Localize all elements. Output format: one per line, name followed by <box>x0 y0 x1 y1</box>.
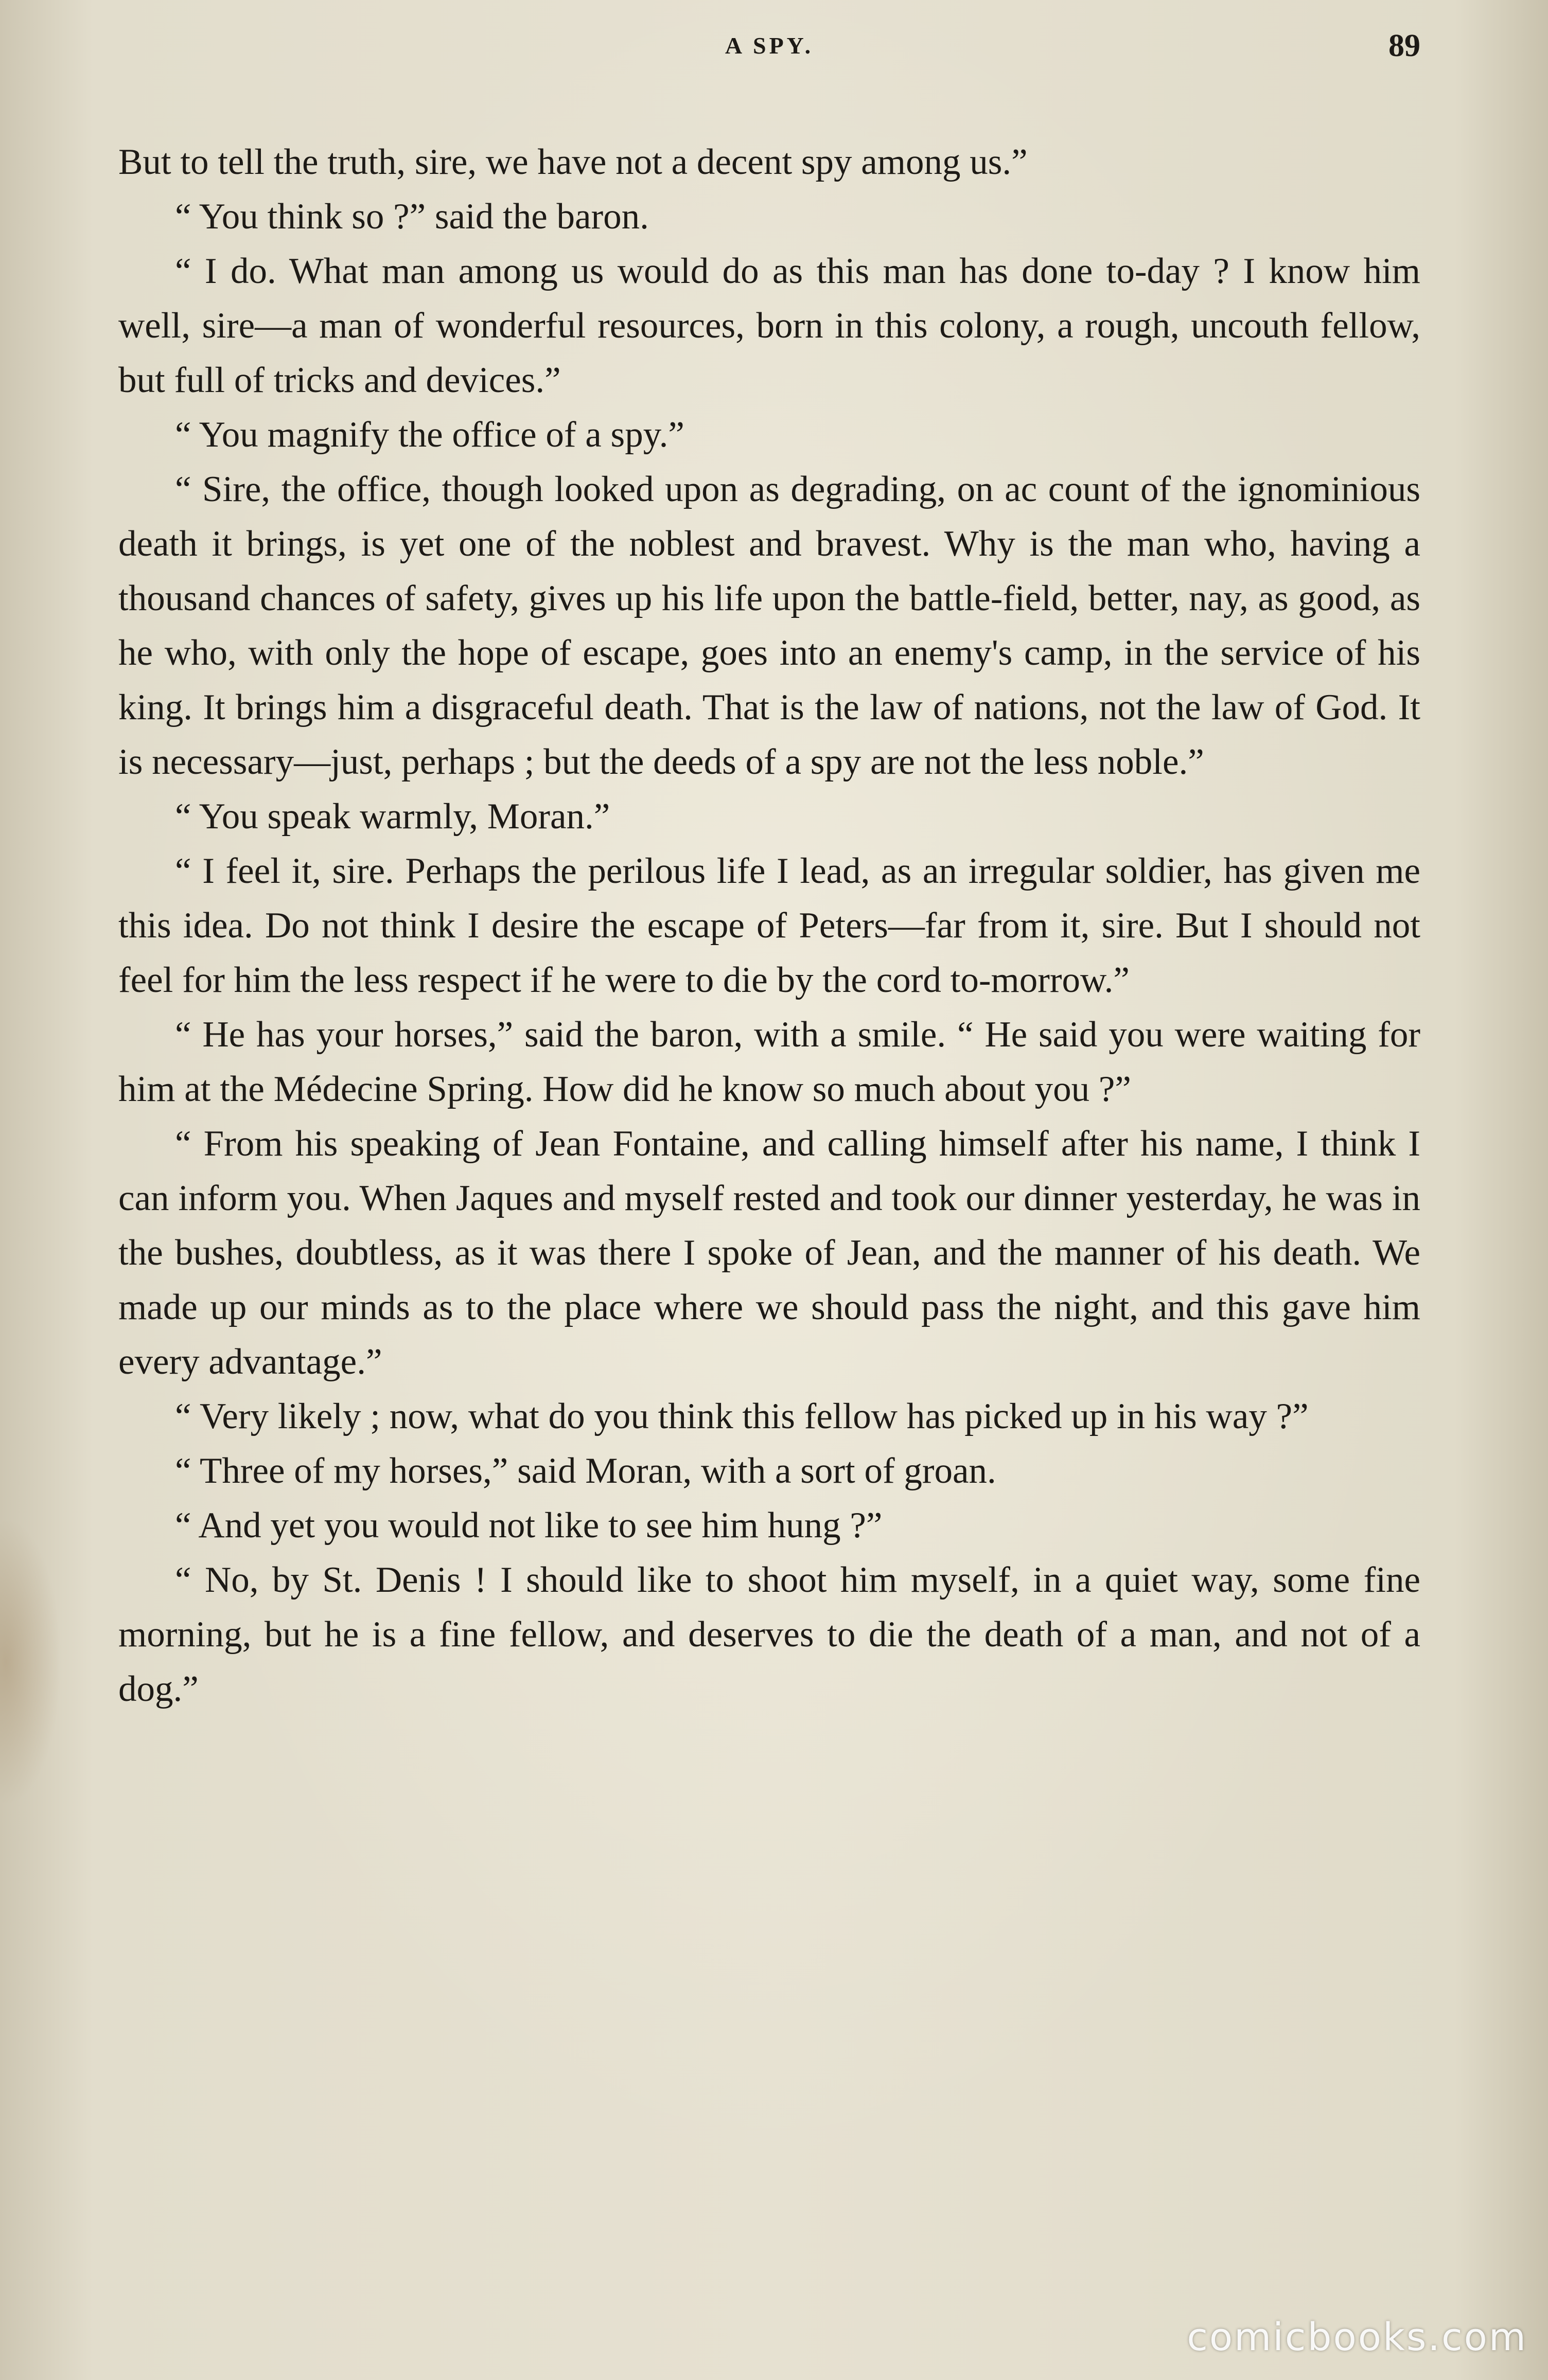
paragraph: “ From his speaking of Jean Fontaine, and calling himself after his name, I think I can inform you. When Jaques and myself rested and took our dinner yesterday, he was in the bushes, doubtless, as it was there I spoke of Jean, and the manner of his death. We made up our minds as to the place where we should pass the night, and this gave him every advantage.” <box>118 1124 1420 1382</box>
paragraph: “ Very likely ; now, what do you think this fellow has picked up in his way ?” <box>175 1396 1309 1436</box>
paragraph: “ You magnify the office of a spy.” <box>175 415 684 455</box>
paragraph: But to tell the truth, sire, we have not a decent spy among us.” <box>118 142 1028 182</box>
page-number: 89 <box>1388 28 1420 63</box>
paragraph: “ No, by St. Denis ! I should like to shoot him myself, in a quiet way, some fine morning, but he is a fine fellow, and deserves to die the death of a man, and not of a dog.” <box>118 1560 1420 1709</box>
paragraph: “ He has your horses,” said the baron, with a smile. “ He said you were waiting for him at the Médecine Spring. How did he know so much about you ?” <box>118 1015 1420 1109</box>
paragraph: “ Three of my horses,” said Moran, with a sort of groan. <box>175 1451 996 1491</box>
paragraph: “ Sire, the office, though looked upon as degrading, on ac count of the ignominious death it brings, is yet one of the noblest and bravest. Why is the man who, having a thousand chances of safety, gives up his life upon the battle-field, better, nay, as good, as he who, with only the hope of escape, goes into an enemy's camp, in the service of his king. It brings him a disgraceful death. That is the law of nations, not the law of God. It is necessary—just, perhaps ; but the deeds of a spy are not the less noble.” <box>118 469 1420 782</box>
paragraph: “ I do. What man among us would do as this man has done to-day ? I know him well, sire—a man of wonderful resources, born in this colony, a rough, uncouth fellow, but full of tricks and devices.” <box>118 251 1420 400</box>
body-text <box>118 135 1420 1716</box>
page-stain <box>0 1518 62 1806</box>
paragraph: “ You speak warmly, Moran.” <box>175 796 610 837</box>
paragraph: “ And yet you would not like to see him hung ?” <box>175 1505 883 1546</box>
chapter-title: A SPY. <box>725 32 814 59</box>
paragraph: “ You think so ?” said the baron. <box>175 197 649 237</box>
site-watermark: comicbooks.com <box>1187 2315 1527 2359</box>
paragraph: “ I feel it, sire. Perhaps the perilous life I lead, as an irregular soldier, has given me this idea. Do not think I desire the escape of Peters—far from it, sire. But I should not feel for him the less respect if he were to die by the cord to-morrow.” <box>118 851 1420 1000</box>
running-head <box>118 28 1420 73</box>
